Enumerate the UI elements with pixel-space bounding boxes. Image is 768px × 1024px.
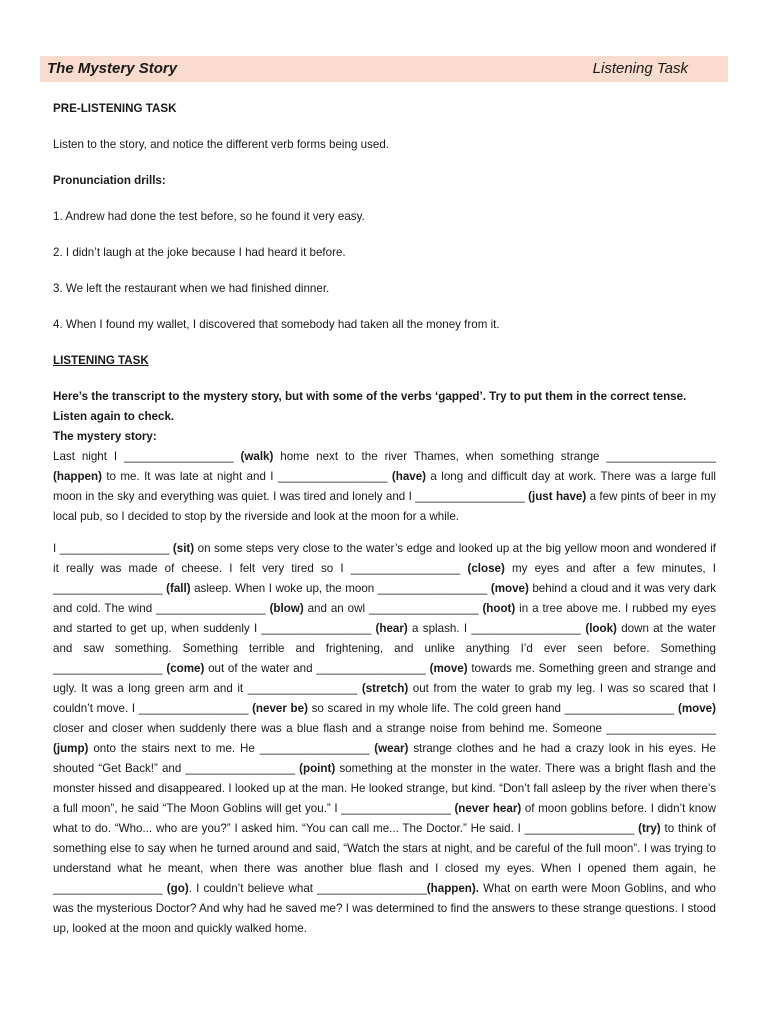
verb-prompt: (come) bbox=[166, 662, 205, 675]
transcript-text: strange clothes and he had a crazy look in his eyes. He shouted “Get Back!” and _________________ bbox=[53, 742, 717, 775]
transcript-text: my eyes and after a few minutes, I _________________ bbox=[53, 562, 716, 595]
pre-listening-instruction: Listen to the story, and notice the different verb forms being used. bbox=[53, 138, 389, 151]
transcript-text: out from the water to grab my leg. I was so scared that I couldn’t move. I _________________ bbox=[53, 682, 716, 715]
verb-prompt: (look) bbox=[585, 622, 617, 635]
verb-prompt: (jump) bbox=[53, 742, 89, 755]
listening-instruction: Here’s the transcript to the mystery story, but with some of the verbs ‘gapped’. Try to put them in the correct tense. Listen again to check. bbox=[53, 390, 687, 423]
transcript-text: closer and closer when suddenly there was a blue flash and a strange noise from behind me. Someone _________________ bbox=[53, 722, 716, 735]
transcript-text: Last night I _________________ bbox=[53, 450, 241, 463]
verb-prompt: (close) bbox=[467, 562, 505, 575]
transcript-text: What on earth were Moon Goblins, and who was the mysterious Doctor? And why had he saved me? I was determined to find the answers to these strange questions. I stood up, looked at the moon and quickly walked home. bbox=[53, 882, 716, 935]
pre-listening-heading: PRE-LISTENING TASK bbox=[53, 102, 177, 115]
listening-heading: LISTENING TASK bbox=[53, 354, 149, 367]
transcript-text: something at the monster in the water. There was a bright flash and the monster hissed and disappeared. I looked up at the man. He looked strange, but kind. “Don’t fall asleep by the river when there’s a full moon”, he said “The Moon Goblins will get you.” I _________________ bbox=[53, 762, 717, 815]
document-body bbox=[53, 99, 716, 939]
drill-item: 1. Andrew had done the test before, so he found it very easy. bbox=[53, 210, 365, 223]
transcript-text: down at the water and saw something. Something terrible and frightening, and unlike anything I’d ever seen before. Something _________________ bbox=[53, 622, 717, 675]
verb-prompt: (wear) bbox=[374, 742, 409, 755]
document-subtitle: Listening Task bbox=[592, 60, 688, 77]
transcript-paragraph-2 bbox=[53, 539, 716, 939]
verb-prompt: (fall) bbox=[166, 582, 191, 595]
drill-item: 3. We left the restaurant when we had finished dinner. bbox=[53, 282, 330, 295]
verb-prompt: (sit) bbox=[172, 542, 195, 555]
page-header bbox=[40, 56, 728, 82]
verb-prompt: (blow) bbox=[269, 602, 304, 615]
transcript-text: I _________________ bbox=[53, 542, 173, 555]
transcript-text: on some steps very close to the water’s edge and looked up at the big yellow moon and wondered if it really was made of cheese. I felt very tired so I _________________ bbox=[53, 542, 717, 575]
verb-prompt: (never be) bbox=[252, 702, 308, 715]
verb-prompt: (hoot) bbox=[482, 602, 516, 615]
transcript-text: a few pints of beer in my local pub, so I decided to stop by the riverside and look at the moon for a while. bbox=[53, 490, 716, 523]
verb-prompt: (walk) bbox=[240, 450, 274, 463]
verb-prompt: (move) bbox=[677, 702, 716, 715]
transcript-text: a long and difficult day at work. There was a large full moon in the sky and everything was quiet. I was tired and lonely and I _________________ bbox=[53, 470, 717, 503]
verb-prompt: (happen) bbox=[53, 470, 102, 483]
document-title: The Mystery Story bbox=[47, 60, 178, 77]
transcript-text: towards me. Something green and strange and ugly. It was a long green arm and it _________________ bbox=[53, 662, 716, 695]
story-title: The mystery story: bbox=[53, 430, 157, 443]
transcript-text: a splash. I _________________ bbox=[407, 622, 586, 635]
transcript-text: behind a cloud and it was very dark and cold. The wind _________________ bbox=[53, 582, 716, 615]
transcript-text: home next to the river Thames, when something strange _________________ bbox=[273, 450, 716, 463]
transcript-text: . I couldn’t believe what _________________ bbox=[188, 882, 427, 895]
transcript-text: in a tree above me. I rubbed my eyes and started to get up, when suddenly I _________________ bbox=[53, 602, 716, 635]
transcript-text: so scared in my whole life. The cold green hand _________________ bbox=[307, 702, 678, 715]
transcript-text: to me. It was late at night and I _________________ bbox=[101, 470, 392, 483]
verb-prompt: (go) bbox=[166, 882, 189, 895]
verb-prompt: (just have) bbox=[528, 490, 587, 503]
drill-item: 2. I didn’t laugh at the joke because I had heard it before. bbox=[53, 246, 346, 259]
transcript-text: to think of something else to say when he turned around and said, “Watch the stars at night, and be careful of the full moon”. I was trying to understand what he meant, when there was another blue flash and I closed my eyes. When I opened them again, he _________________ bbox=[53, 822, 716, 895]
transcript-text: out of the water and _________________ bbox=[204, 662, 430, 675]
transcript-paragraph-1 bbox=[53, 447, 716, 527]
transcript-text: of moon goblins before. I didn’t know what to do. “Who... who are you?” I asked him. “You can call me... The Doctor.” He said. I _________________ bbox=[53, 802, 716, 835]
transcript-text: asleep. When I woke up, the moon _________________ bbox=[190, 582, 491, 595]
verb-prompt: (move) bbox=[429, 662, 468, 675]
verb-prompt: (move) bbox=[490, 582, 529, 595]
verb-prompt: (stretch) bbox=[361, 682, 409, 695]
drill-item: 4. When I found my wallet, I discovered that somebody had taken all the money from it. bbox=[53, 318, 500, 331]
verb-prompt: (never hear) bbox=[454, 802, 522, 815]
verb-prompt: (point) bbox=[299, 762, 336, 775]
transcript-text: onto the stairs next to me. He _________________ bbox=[88, 742, 375, 755]
drills-heading: Pronunciation drills: bbox=[53, 174, 166, 187]
verb-prompt: (have) bbox=[391, 470, 427, 483]
verb-prompt: (try) bbox=[638, 822, 661, 835]
verb-prompt: (hear) bbox=[375, 622, 408, 635]
verb-prompt: (happen). bbox=[426, 882, 479, 895]
transcript-text: and an owl _________________ bbox=[303, 602, 483, 615]
